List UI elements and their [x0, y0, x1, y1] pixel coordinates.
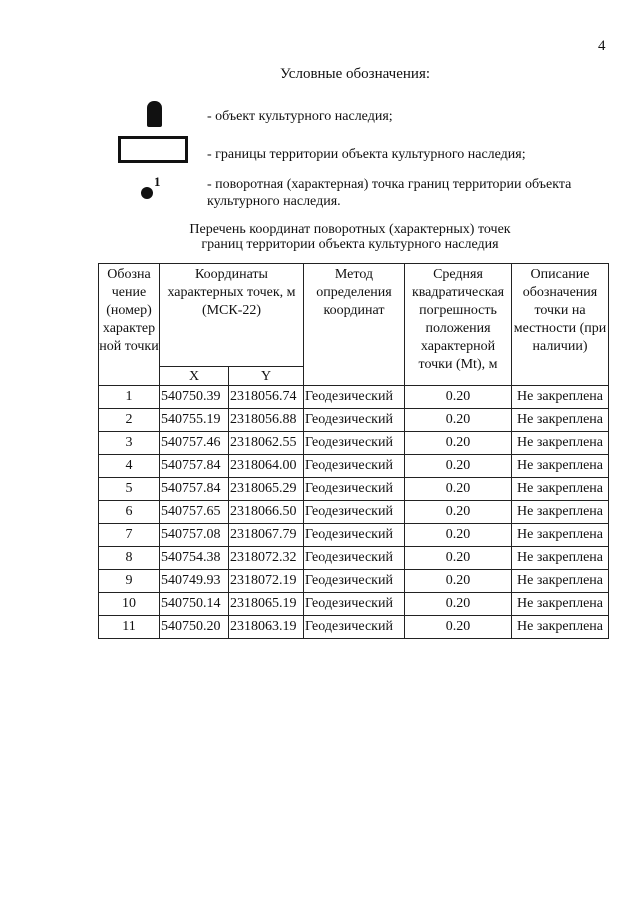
cell-x: 540757.08: [160, 524, 229, 547]
table-row: [99, 570, 609, 593]
cell-description: Не закреплена: [512, 478, 609, 501]
cell-x: 540750.39: [160, 386, 229, 409]
cell-y: 2318067.79: [229, 524, 304, 547]
cell-y: 2318065.19: [229, 593, 304, 616]
cell-x: 540757.84: [160, 478, 229, 501]
cell-method: Геодезический: [304, 570, 405, 593]
legend-item-territory-boundary: - границы территории объекта культурного наследия;: [207, 147, 526, 162]
table-row: [99, 524, 609, 547]
header-description: Описание обозначения точки на местности (при наличии): [512, 264, 609, 386]
cell-description: Не закреплена: [512, 455, 609, 478]
cell-method: Геодезический: [304, 524, 405, 547]
cell-number: 7: [99, 524, 160, 547]
cell-method: Геодезический: [304, 501, 405, 524]
cell-number: 9: [99, 570, 160, 593]
turning-point-label: 1: [154, 174, 161, 189]
cell-x: 540755.19: [160, 409, 229, 432]
cell-description: Не закреплена: [512, 386, 609, 409]
cell-error: 0.20: [405, 616, 512, 639]
cell-method: Геодезический: [304, 386, 405, 409]
cell-y: 2318072.19: [229, 570, 304, 593]
cell-method: Геодезический: [304, 455, 405, 478]
cell-number: 11: [99, 616, 160, 639]
cell-error: 0.20: [405, 455, 512, 478]
cell-y: 2318066.50: [229, 501, 304, 524]
table-row: [99, 432, 609, 455]
cell-x: 540757.65: [160, 501, 229, 524]
monument-icon: [147, 101, 162, 127]
cell-error: 0.20: [405, 593, 512, 616]
header-x: X: [160, 367, 229, 386]
header-point-number: Обозна чение (номер) характер ной точки: [99, 264, 160, 386]
cell-number: 4: [99, 455, 160, 478]
coordinates-table: [98, 263, 609, 639]
cell-error: 0.20: [405, 432, 512, 455]
cell-y: 2318062.55: [229, 432, 304, 455]
cell-description: Не закреплена: [512, 409, 609, 432]
cell-x: 540754.38: [160, 547, 229, 570]
cell-error: 0.20: [405, 547, 512, 570]
table-row: [99, 547, 609, 570]
cell-error: 0.20: [405, 386, 512, 409]
cell-method: Геодезический: [304, 409, 405, 432]
coordinates-list-title: [0, 222, 640, 252]
header-error: Средняя квадратическая погрешность положения характерной точки (Mt), м: [405, 264, 512, 386]
cell-x: 540749.93: [160, 570, 229, 593]
table-row: [99, 455, 609, 478]
table-row: [99, 501, 609, 524]
cell-method: Геодезический: [304, 593, 405, 616]
cell-x: 540757.46: [160, 432, 229, 455]
cell-description: Не закреплена: [512, 570, 609, 593]
legend-item-heritage-object: - объект культурного наследия;: [207, 109, 393, 124]
cell-number: 10: [99, 593, 160, 616]
cell-error: 0.20: [405, 524, 512, 547]
cell-number: 6: [99, 501, 160, 524]
cell-y: 2318056.88: [229, 409, 304, 432]
header-coordinates: Координаты характерных точек, м (МСК-22): [160, 264, 304, 367]
cell-y: 2318056.74: [229, 386, 304, 409]
cell-error: 0.20: [405, 501, 512, 524]
cell-x: 540757.84: [160, 455, 229, 478]
cell-number: 3: [99, 432, 160, 455]
cell-method: Геодезический: [304, 478, 405, 501]
cell-y: 2318072.32: [229, 547, 304, 570]
coordinates-list-title-line2: границ территории объекта культурного наследия: [201, 237, 499, 252]
page-number: 4: [598, 38, 606, 54]
cell-x: 540750.20: [160, 616, 229, 639]
cell-method: Геодезический: [304, 432, 405, 455]
cell-y: 2318064.00: [229, 455, 304, 478]
table-row: [99, 616, 609, 639]
cell-error: 0.20: [405, 478, 512, 501]
cell-description: Не закреплена: [512, 524, 609, 547]
cell-description: Не закреплена: [512, 616, 609, 639]
table-row: [99, 593, 609, 616]
header-y: Y: [229, 367, 304, 386]
boundary-rectangle-icon: [118, 136, 188, 163]
cell-method: Геодезический: [304, 616, 405, 639]
cell-description: Не закреплена: [512, 501, 609, 524]
cell-number: 1: [99, 386, 160, 409]
cell-description: Не закреплена: [512, 593, 609, 616]
legend-item-turning-point: - поворотная (характерная) точка границ территории объекта культурного наследия.: [207, 177, 572, 209]
legend-title: Условные обозначения:: [279, 66, 431, 82]
coordinates-list-title-line1: Перечень координат поворотных (характерных) точек: [189, 222, 511, 237]
cell-y: 2318063.19: [229, 616, 304, 639]
table-row: [99, 386, 609, 409]
table-row: [99, 409, 609, 432]
cell-description: Не закреплена: [512, 547, 609, 570]
cell-description: Не закреплена: [512, 432, 609, 455]
cell-number: 5: [99, 478, 160, 501]
header-method: Метод определения координат: [304, 264, 405, 386]
cell-number: 2: [99, 409, 160, 432]
turning-point-icon: [141, 187, 153, 199]
cell-method: Геодезический: [304, 547, 405, 570]
table-row: [99, 478, 609, 501]
cell-number: 8: [99, 547, 160, 570]
cell-error: 0.20: [405, 409, 512, 432]
cell-error: 0.20: [405, 570, 512, 593]
cell-y: 2318065.29: [229, 478, 304, 501]
cell-x: 540750.14: [160, 593, 229, 616]
